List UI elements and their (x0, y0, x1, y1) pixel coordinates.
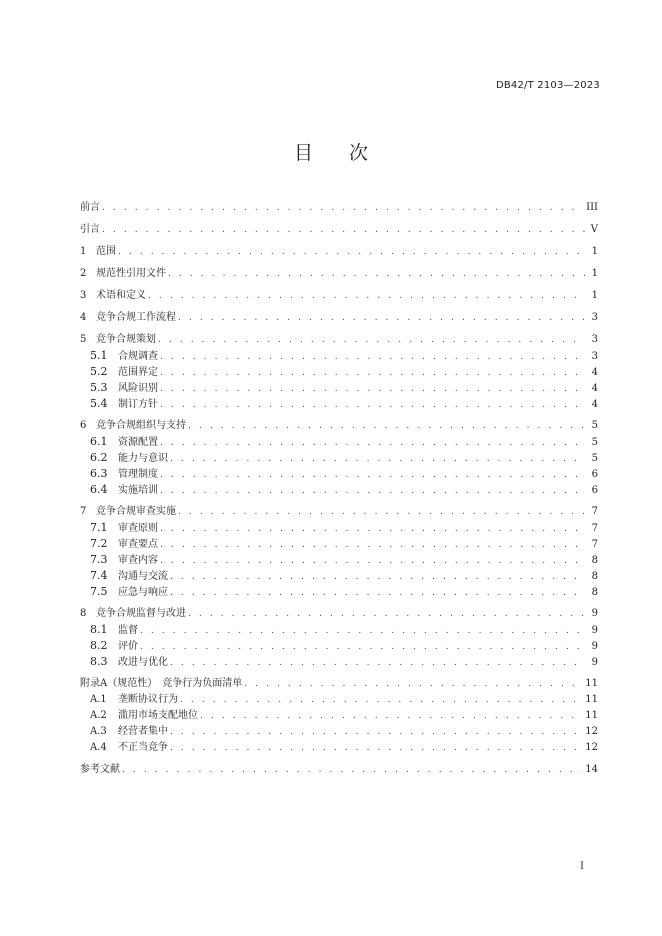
toc-entry[interactable] (80, 200, 598, 216)
toc-entry[interactable] (80, 396, 598, 412)
toc-entry[interactable] (80, 552, 598, 568)
toc-entry-page: 8 (591, 555, 598, 566)
page-number: I (580, 861, 584, 872)
toc-entry[interactable] (80, 418, 598, 434)
toc-entry[interactable] (80, 332, 598, 348)
toc-entry-number: 5 (80, 334, 87, 345)
toc-entry-title: 评价 (118, 641, 138, 652)
toc-entry[interactable] (80, 520, 598, 536)
toc-entry-page: 5 (591, 420, 598, 431)
toc-entry-title: 不正当竞争 (118, 742, 168, 753)
toc-entry[interactable] (80, 288, 598, 304)
toc-entry[interactable] (80, 222, 598, 238)
toc-dot-leader (170, 569, 585, 585)
toc-dot-leader (122, 762, 582, 778)
toc-entry[interactable] (80, 762, 598, 778)
toc-dot-leader (170, 451, 585, 467)
toc-entry-number: A.4 (90, 742, 107, 753)
toc-entry-title: 应急与响应 (118, 587, 168, 598)
toc-entry-title: 经营者集中 (118, 726, 168, 737)
toc-entry-title: 竞争合规工作流程 (96, 312, 176, 323)
toc-entry-number: 8 (80, 608, 87, 619)
toc-dot-leader (168, 266, 585, 282)
toc-entry-page: 8 (591, 571, 598, 582)
toc-dot-leader (140, 623, 585, 639)
toc-entry-page: 11 (585, 710, 598, 721)
toc-dot-leader (102, 222, 585, 238)
toc-entry-title: 竞争合规组织与支持 (96, 420, 186, 431)
toc-entry-page: 6 (591, 469, 598, 480)
toc-dot-leader (170, 655, 585, 671)
toc-entry-number: 6.4 (90, 483, 108, 496)
toc-entry-page: 12 (585, 742, 598, 753)
toc-entry-title: 制订方针 (118, 399, 158, 410)
toc-entry-number: 5.3 (90, 381, 108, 394)
toc-entry[interactable] (80, 676, 598, 692)
toc-dot-leader (160, 467, 585, 483)
toc-dot-leader (160, 365, 585, 381)
toc-entry-page: 8 (591, 587, 598, 598)
toc-entry[interactable] (80, 380, 598, 396)
toc-entry[interactable] (80, 654, 598, 670)
toc-entry-page: 9 (591, 657, 598, 668)
toc-entry[interactable] (80, 536, 598, 552)
toc-dot-leader (160, 537, 585, 553)
table-of-contents (80, 200, 598, 778)
toc-entry-page: 11 (585, 694, 598, 705)
toc-entry[interactable] (80, 568, 598, 584)
toc-entry-page: 5 (591, 437, 598, 448)
toc-entry-number: 7.3 (90, 553, 108, 566)
document-code: DB42/T 2103—2023 (495, 80, 600, 91)
toc-entry-page: 3 (591, 312, 598, 323)
toc-dot-leader (158, 332, 585, 348)
toc-entry-title: 参考文献 (80, 764, 120, 775)
toc-entry-title: 竞争合规监督与改进 (96, 608, 186, 619)
toc-entry-page: 3 (591, 334, 598, 345)
toc-entry-number: A.1 (90, 694, 107, 705)
toc-entry-title: 审查要点 (118, 539, 158, 550)
toc-dot-leader (160, 381, 585, 397)
toc-entry-page: 11 (585, 678, 598, 689)
toc-entry-page: 5 (591, 453, 598, 464)
toc-dot-leader (160, 397, 585, 413)
toc-entry-number: 5.1 (90, 349, 108, 362)
toc-entry-title: 管理制度 (118, 469, 158, 480)
toc-entry[interactable] (80, 638, 598, 654)
toc-entry-page: III (586, 202, 598, 213)
toc-entry-title: 竞争合规审查实施 (96, 506, 176, 517)
toc-entry-title: 规范性引用文件 (96, 268, 166, 279)
toc-entry[interactable] (80, 244, 598, 260)
toc-entry-title: 范围 (96, 246, 116, 257)
toc-entry-number: 7.5 (90, 585, 108, 598)
toc-entry-page: 7 (591, 523, 598, 534)
toc-entry[interactable] (80, 740, 598, 756)
toc-entry[interactable] (80, 606, 598, 622)
toc-entry-title: 能力与意识 (118, 453, 168, 464)
toc-entry-title: 垄断协议行为 (118, 694, 178, 705)
toc-entry-page: 3 (591, 351, 598, 362)
toc-entry-page: 6 (591, 485, 598, 496)
toc-entry-title: 附录A（规范性） 竞争行为负面清单 (80, 678, 243, 689)
toc-entry-page: 1 (591, 268, 598, 279)
toc-entry[interactable] (80, 692, 598, 708)
toc-entry-page: 4 (591, 399, 598, 410)
toc-entry-title: 引言 (80, 224, 100, 235)
toc-dot-leader (160, 483, 585, 499)
toc-entry-title: 审查内容 (118, 555, 158, 566)
toc-dot-leader (102, 200, 583, 216)
toc-entry[interactable] (80, 584, 598, 600)
toc-entry-title: 竞争合规策划 (96, 334, 156, 345)
toc-dot-leader (140, 639, 585, 655)
page-title: 目次 (293, 142, 404, 164)
toc-entry-title: 沟通与交流 (118, 571, 168, 582)
toc-entry-title: 风险识别 (118, 383, 158, 394)
toc-dot-leader (170, 724, 582, 740)
toc-entry-page: 7 (591, 506, 598, 517)
toc-entry[interactable] (80, 348, 598, 364)
toc-entry-page: 7 (591, 539, 598, 550)
toc-entry-number: 3 (80, 290, 87, 301)
toc-entry-title: 范围界定 (118, 367, 158, 378)
toc-dot-leader (160, 521, 585, 537)
toc-entry[interactable] (80, 466, 598, 482)
toc-entry[interactable] (80, 450, 598, 466)
toc-entry-title: 资源配置 (118, 437, 158, 448)
toc-entry-number: 6.3 (90, 467, 108, 480)
toc-dot-leader (160, 435, 585, 451)
toc-entry[interactable] (80, 364, 598, 380)
toc-dot-leader (200, 708, 582, 724)
toc-entry-title: 审查原则 (118, 523, 158, 534)
toc-entry-page: 9 (591, 608, 598, 619)
toc-dot-leader (170, 740, 582, 756)
toc-entry-number: 6 (80, 420, 87, 431)
toc-entry-title: 术语和定义 (96, 290, 146, 301)
toc-entry-number: 7.4 (90, 569, 108, 582)
toc-entry-title: 合规调查 (118, 351, 158, 362)
toc-dot-leader (160, 349, 585, 365)
toc-entry-number: A.3 (90, 726, 107, 737)
toc-entry-number: 7 (80, 506, 87, 517)
toc-entry-number: 8.1 (90, 623, 108, 636)
toc-dot-leader (178, 504, 585, 520)
toc-dot-leader (148, 288, 585, 304)
toc-dot-leader (160, 553, 585, 569)
toc-dot-leader (188, 606, 585, 622)
toc-entry[interactable] (80, 266, 598, 282)
toc-entry-number: 7.2 (90, 537, 108, 550)
toc-entry-number: 2 (80, 268, 87, 279)
toc-dot-leader (118, 244, 585, 260)
toc-entry-page: 12 (585, 726, 598, 737)
toc-dot-leader (170, 585, 585, 601)
toc-entry-title: 实施培训 (118, 485, 158, 496)
toc-entry-page: 9 (591, 641, 598, 652)
toc-entry[interactable] (80, 434, 598, 450)
toc-dot-leader (180, 692, 582, 708)
toc-entry-page: 4 (591, 383, 598, 394)
toc-entry-number: 5.4 (90, 397, 108, 410)
toc-entry[interactable] (80, 708, 598, 724)
toc-entry[interactable] (80, 622, 598, 638)
toc-entry-title: 滥用市场支配地位 (118, 710, 198, 721)
toc-entry-page: 1 (591, 290, 598, 301)
toc-entry-page: 9 (591, 625, 598, 636)
toc-entry-number: 7.1 (90, 521, 108, 534)
toc-entry-page: 4 (591, 367, 598, 378)
toc-dot-leader (244, 676, 582, 692)
toc-entry[interactable] (80, 504, 598, 520)
toc-entry-number: 1 (80, 246, 87, 257)
toc-entry-number: 8.2 (90, 639, 108, 652)
toc-entry-page: 14 (585, 764, 598, 775)
toc-entry-number: 4 (80, 312, 87, 323)
toc-entry-number: A.2 (90, 710, 107, 721)
toc-entry-title: 前言 (80, 202, 100, 213)
toc-entry-page: V (590, 224, 598, 235)
toc-entry-page: 1 (591, 246, 598, 257)
toc-entry[interactable] (80, 310, 598, 326)
toc-entry-title: 监督 (118, 625, 138, 636)
toc-entry-number: 6.2 (90, 451, 108, 464)
toc-entry-title: 改进与优化 (118, 657, 168, 668)
toc-entry[interactable] (80, 482, 598, 498)
toc-entry-number: 6.1 (90, 435, 108, 448)
toc-entry[interactable] (80, 724, 598, 740)
toc-dot-leader (188, 418, 585, 434)
toc-entry-number: 5.2 (90, 365, 108, 378)
toc-dot-leader (178, 310, 585, 326)
toc-entry-number: 8.3 (90, 655, 108, 668)
